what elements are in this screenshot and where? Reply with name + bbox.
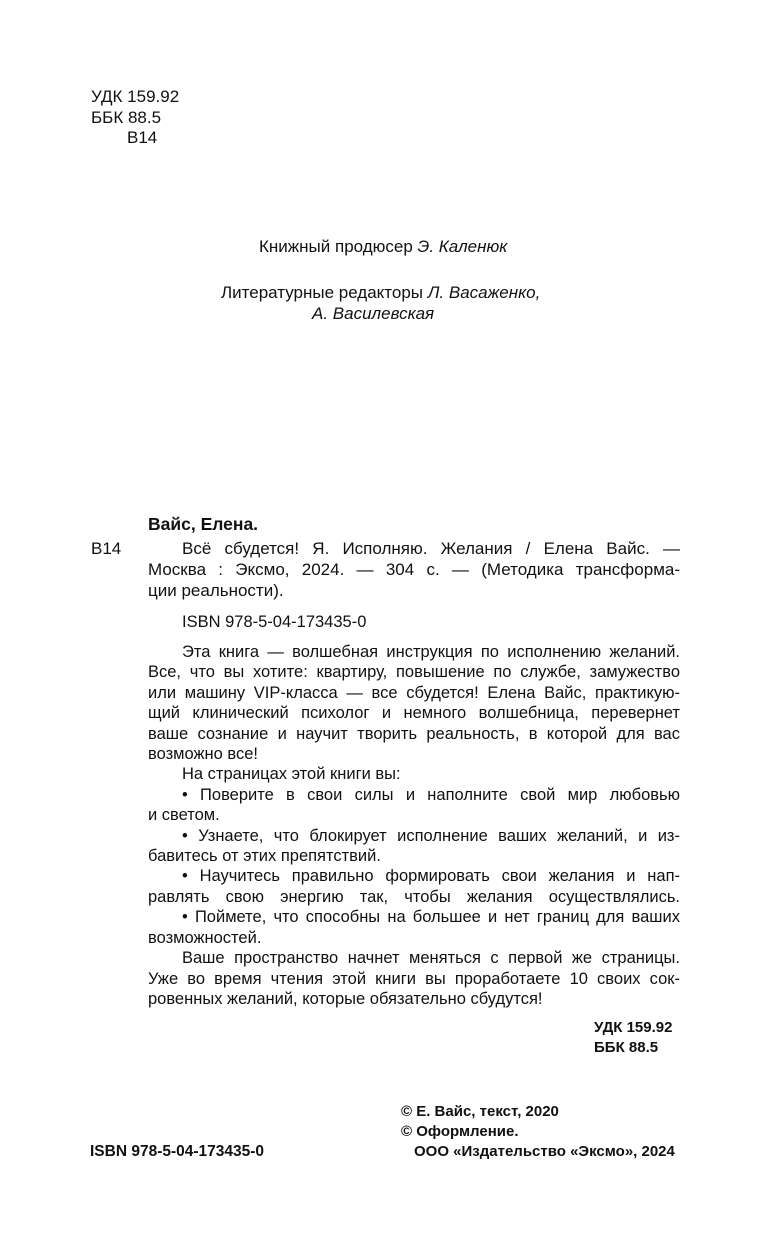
annotation-line: Все, что вы хотите: квартиру, повышение по службе, замужество (148, 663, 680, 682)
author-heading: Вайс, Елена. (148, 514, 259, 534)
title-line-3: ции реальности). (148, 581, 284, 600)
annotation-line: Эта книга — волшебная инструкция по исполнению желаний. (182, 643, 680, 661)
bbk-code-top: ББК 88.5 (91, 108, 162, 127)
bullet-item: • Научитесь правильно формировать свои желания и нап- (182, 867, 680, 886)
bullet-item: • Поверите в свои силы и наполните свой мир любовью (182, 785, 680, 804)
title-line-2: Москва : Эксмо, 2024. — 304 с. — (Методика трансформа- (148, 560, 680, 579)
udk-code-top: УДК 159.92 (91, 87, 180, 106)
annotation-line: бавитесь от этих препятствий. (148, 847, 381, 866)
producer-label: Книжный продюсер (259, 237, 413, 256)
isbn-footer: ISBN 978-5-04-173435-0 (90, 1143, 265, 1160)
annotation-line: возможностей. (148, 928, 262, 947)
annotation-line: ваше сознание и научит творить реальность, в которой для вас (148, 724, 680, 743)
annotation-line: равлять свою энергию так, чтобы желания осуществлялись. (148, 887, 680, 906)
udk-code-bottom: УДК 159.92 (594, 1019, 673, 1036)
bbk-code-bottom: ББК 88.5 (594, 1039, 659, 1056)
editors-credit (221, 282, 540, 304)
bullet-item: • Узнаете, что блокирует исполнение ваших желаний, и из- (182, 826, 680, 845)
annotation-line: и светом. (148, 806, 220, 825)
editors-label: Литературные редакторы (221, 283, 424, 302)
bullet-item: • Поймете, что способны на большее и нет границ для ваших (182, 908, 680, 927)
author-mark-top: В14 (127, 128, 158, 147)
annotation-line: возможно все! (148, 745, 258, 764)
author-mark: В14 (91, 539, 122, 558)
editor-1: Л. Васаженко, (427, 283, 541, 302)
producer-name: Э. Каленюк (417, 237, 508, 256)
annotation-line: Ваше пространство начнет меняться с первой же страницы. (182, 949, 680, 968)
editor-2: А. Василевская (312, 304, 435, 323)
annotation-line: ровенных желаний, которые обязательно сбудутся! (148, 989, 543, 1008)
annotation-line: щий клинический психолог и немного волшебница, перевернет (148, 704, 680, 723)
annotation-line: Уже во время чтения этой книги вы проработаете 10 своих сок- (148, 969, 680, 988)
copyright-text: © Е. Вайс, текст, 2020 (401, 1103, 559, 1120)
copyright-publisher: ООО «Издательство «Эксмо», 2024 (414, 1143, 675, 1160)
producer-credit (259, 236, 507, 258)
title-line-1: Всё сбудется! Я. Исполняю. Желания / Елена Вайс. — (182, 539, 680, 558)
copyright-design: © Оформление. (401, 1123, 519, 1140)
isbn-line: ISBN 978-5-04-173435-0 (182, 613, 367, 631)
annotation-line: или машину VIP-класса — все сбудется! Елена Вайс, практикую- (148, 683, 680, 702)
annotation (148, 642, 680, 1009)
annotation-line: На страницах этой книги вы: (182, 765, 401, 784)
